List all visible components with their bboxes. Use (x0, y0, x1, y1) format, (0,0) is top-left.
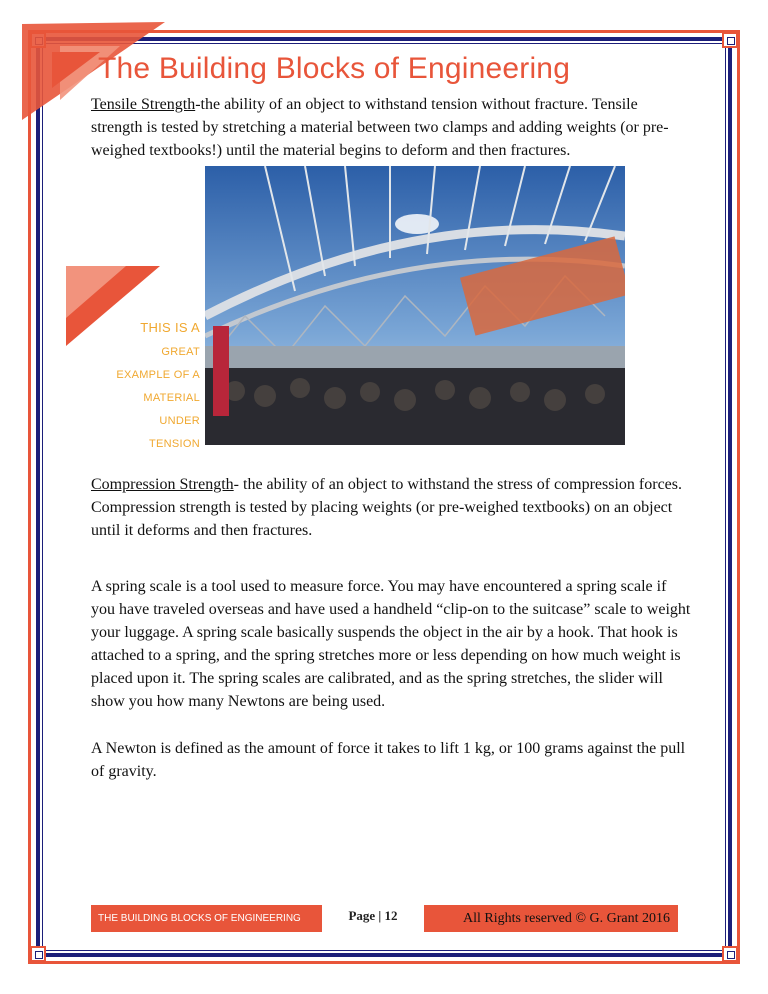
tensile-strength-term: Tensile Strength (91, 96, 196, 113)
spring-scale-paragraph: A spring scale is a tool used to measure force. You may have encountered a spring scale if you have traveled overseas and have used a handheld “clip-on to the suitcase” scale to weight your luggage. A spring scale basically suspends the object in the air by a hook. That hook is attached to a spring, and the spring stretches more or less depending on how much weight is placed upon it. The spring scales are calibrated, and as the spring stretches, the slider will show you how many Newtons are being used. (91, 578, 691, 710)
compression-strength-definition: - the ability of an object to withstand the stress of compression forces. Compression strength is tested by placing weights (or pre-weighed textbooks) on an object until it deforms and then fractures. (91, 476, 683, 539)
tensile-strength-definition: -the ability of an object to withstand tension without fracture. Tensile strength is tested by stretching a material between two clamps and adding weights (or pre-weighed textbooks!) until the material begins to deform and then fractures. (91, 96, 669, 159)
footer-page-number: Page | 12 (348, 908, 398, 923)
newton-paragraph: A Newton is defined as the amount of force it takes to lift 1 kg, or 100 grams against the pull of gravity. (91, 740, 686, 780)
footer-document-title: THE BUILDING BLOCKS OF ENGINEERING (91, 905, 322, 932)
caption-line-4: MATERIAL (143, 392, 200, 404)
caption-line-6: TENSION (149, 438, 200, 450)
caption-line-1: THIS IS A (140, 320, 200, 335)
compression-strength-paragraph (91, 473, 691, 542)
tensile-strength-paragraph (91, 93, 691, 162)
page-number: 12 (384, 908, 398, 923)
corner-ornament-bottom-right (722, 946, 738, 962)
compression-strength-term: Compression Strength (91, 476, 234, 493)
page-label: Page (348, 908, 376, 923)
page-title: The Building Blocks of Engineering (98, 52, 571, 85)
corner-ornament-bottom-left (30, 946, 46, 962)
caption-line-3: EXAMPLE OF A (116, 369, 200, 381)
photo-caption (108, 316, 200, 456)
caption-line-2: GREAT (161, 346, 200, 358)
ferris-wheel-photo (205, 166, 625, 445)
caption-line-5: UNDER (159, 415, 200, 427)
corner-ornament-top-right (722, 32, 738, 48)
footer-copyright: All Rights reserved © G. Grant 2016 (424, 905, 678, 932)
